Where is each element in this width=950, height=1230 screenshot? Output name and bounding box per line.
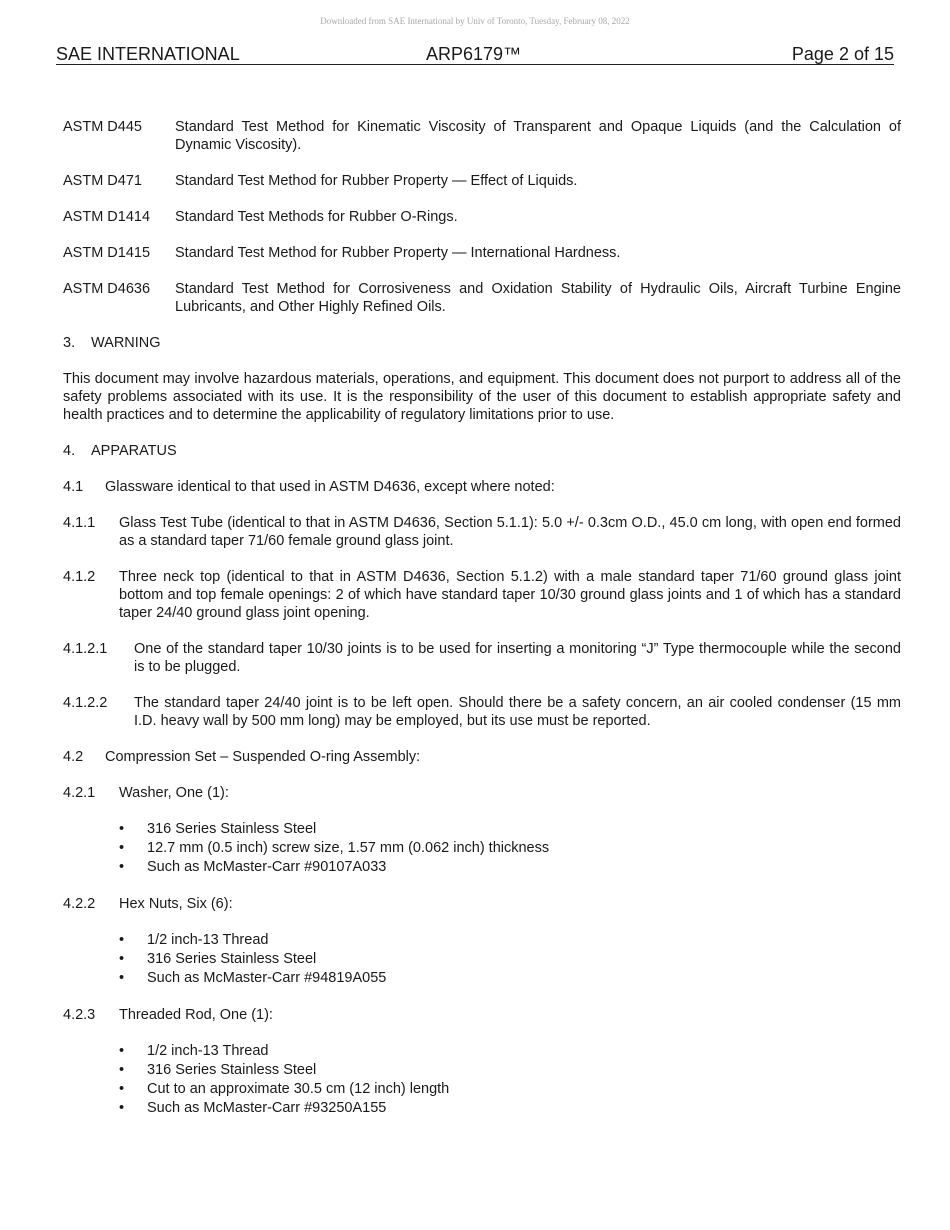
clause-number: 4.2.1 [63, 785, 96, 801]
reference-entry [63, 172, 901, 190]
reference-title: Standard Test Method for Kinematic Viscosity of Transparent and Opaque Liquids (and the Calculation of Dynamic Viscosity). [175, 119, 901, 153]
clause-text: Hex Nuts, Six (6): [119, 896, 233, 912]
clause-text: Threaded Rod, One (1): [119, 1007, 273, 1023]
download-watermark: Downloaded from SAE International by Univ of Toronto, Tuesday, February 08, 2022 [320, 16, 630, 26]
clause-text: Three neck top (identical to that in ASTM D4636, Section 5.1.2) with a male standard taper 71/60 ground glass joint bottom and top female openings: 2 of which have standard taper 10/30 ground glass joints and 1 of which has a standard taper 24/40 ground glass joint opening. [119, 569, 901, 621]
reference-title: Standard Test Method for Corrosiveness and Oxidation Stability of Hydraulic Oils, Aircraft Turbine Engine Lubricants, and Other Highly Refined Oils. [175, 281, 901, 315]
clause-4-2-2 [63, 895, 901, 913]
bullet-list-hex-nuts [63, 931, 901, 988]
clause-text: Glass Test Tube (identical to that in ASTM D4636, Section 5.1.1): 5.0 +/- 0.3cm O.D., 45.0 cm long, with open end formed as a standard taper 71/60 female ground glass joint. [119, 515, 901, 549]
clause-number: 4.1.1 [63, 515, 96, 531]
header-page-number: Page 2 of 15 [791, 44, 894, 64]
clause-4-1-2-2 [63, 694, 901, 730]
clause-number: 4.1.2.2 [63, 695, 108, 711]
list-item: • 316 Series Stainless Steel [119, 950, 901, 969]
clause-4-1-2 [63, 568, 901, 622]
clause-4-1-1 [63, 514, 901, 550]
clause-4-1 [63, 478, 901, 496]
clause-text: The standard taper 24/40 joint is to be left open. Should there be a safety concern, an air cooled condenser (15 mm I.D. heavy wall by 500 mm long) may be employed, but its use must be reported. [134, 695, 901, 729]
reference-code: ASTM D1415 [63, 245, 151, 261]
section-heading-warning [63, 334, 901, 352]
page-header [56, 44, 894, 65]
clause-4-1-2-1 [63, 640, 901, 676]
section-title: WARNING [91, 335, 161, 351]
clause-4-2-3 [63, 1006, 901, 1024]
reference-entry [63, 208, 901, 226]
clause-4-2-1 [63, 784, 901, 802]
reference-entry [63, 280, 901, 316]
list-item: • Cut to an approximate 30.5 cm (12 inch) length [119, 1080, 901, 1099]
reference-entry [63, 118, 901, 154]
reference-code: ASTM D1414 [63, 209, 151, 225]
reference-title: Standard Test Method for Rubber Property ― International Hardness. [175, 245, 621, 261]
header-org: SAE INTERNATIONAL [56, 44, 240, 64]
clause-number: 4.2.3 [63, 1007, 96, 1023]
section-number: 4. [63, 443, 76, 459]
clause-number: 4.1 [63, 479, 84, 495]
reference-code: ASTM D471 [63, 173, 142, 189]
clause-text: Glassware identical to that used in ASTM D4636, except where noted: [105, 479, 555, 495]
list-item: • 1/2 inch-13 Thread [119, 931, 901, 950]
reference-code: ASTM D445 [63, 119, 142, 135]
bullet-list-threaded-rod [63, 1042, 901, 1118]
clause-number: 4.2 [63, 749, 84, 765]
list-item: • Such as McMaster-Carr #93250A155 [119, 1099, 901, 1118]
list-item: • Such as McMaster-Carr #90107A033 [119, 858, 901, 877]
clause-text: One of the standard taper 10/30 joints is to be used for inserting a monitoring “J” Type thermocouple while the second is to be plugged. [134, 641, 901, 675]
warning-paragraph: This document may involve hazardous materials, operations, and equipment. This document does not purport to address all of the safety problems associated with its use. It is the responsibility of the user of this document to establish appropriate safety and health practices and to determine the applicability of regulatory limitations prior to use. [63, 371, 901, 423]
clause-number: 4.1.2.1 [63, 641, 108, 657]
document-body [63, 118, 901, 1136]
header-doc-id: ARP6179™ [426, 44, 522, 64]
section-title: APPARATUS [91, 443, 177, 459]
list-item: • 316 Series Stainless Steel [119, 1061, 901, 1080]
section-number: 3. [63, 335, 76, 351]
clause-number: 4.1.2 [63, 569, 96, 585]
reference-code: ASTM D4636 [63, 281, 151, 297]
section-heading-apparatus [63, 442, 901, 460]
clause-4-2 [63, 748, 901, 766]
reference-title: Standard Test Methods for Rubber O-Rings. [175, 209, 458, 225]
bullet-list-washer [63, 820, 901, 877]
clause-text: Compression Set – Suspended O-ring Assembly: [105, 749, 421, 765]
list-item: • 12.7 mm (0.5 inch) screw size, 1.57 mm (0.062 inch) thickness [119, 839, 901, 858]
list-item: • 316 Series Stainless Steel [119, 820, 901, 839]
clause-number: 4.2.2 [63, 896, 96, 912]
reference-entry [63, 244, 901, 262]
clause-text: Washer, One (1): [119, 785, 229, 801]
list-item: • 1/2 inch-13 Thread [119, 1042, 901, 1061]
list-item: • Such as McMaster-Carr #94819A055 [119, 969, 901, 988]
reference-title: Standard Test Method for Rubber Property ― Effect of Liquids. [175, 173, 578, 189]
